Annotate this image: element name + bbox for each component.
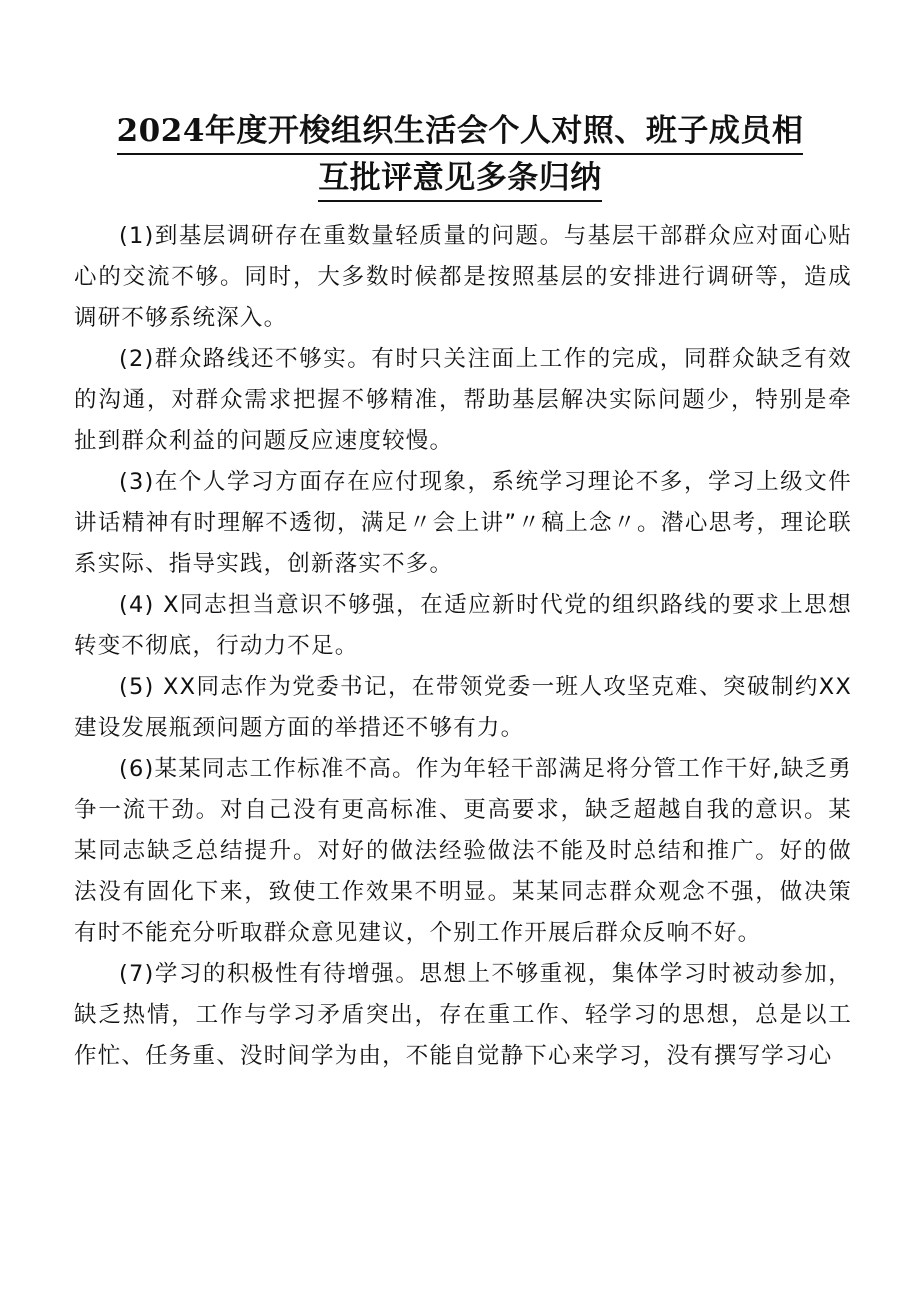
paragraph-3: (3)在个人学习方面存在应付现象，系统学习理论不多，学习上级文件讲话精神有时理解不透彻，满足〃会上讲”〃稿上念〃。潜心思考，理论联系实际、指导实践，创新落实不多。 bbox=[74, 469, 852, 577]
document-body bbox=[74, 216, 852, 1077]
title-line-2: 互批评意见多条归纳 bbox=[318, 157, 602, 202]
paragraph-1: (1)到基层调研存在重数量轻质量的问题。与基层干部群众应对面心贴心的交流不够。同时，大多数时候都是按照基层的安排进行调研等，造成调研不够系统深入。 bbox=[74, 223, 852, 331]
paragraph-7: (7)学习的积极性有待增强。思想上不够重视，集体学习时被动参加，缺乏热情，工作与学习矛盾突出，存在重工作、轻学习的思想，总是以工作忙、任务重、没时间学为由，不能自觉静下心来学习，没有撰写学习心 bbox=[74, 961, 852, 1069]
document-title bbox=[60, 108, 860, 202]
paragraph-2: (2)群众路线还不够实。有时只关注面上工作的完成，同群众缺乏有效的沟通，对群众需求把握不够精准，帮助基层解决实际问题少，特别是牵扯到群众利益的问题反应速度较慢。 bbox=[74, 346, 852, 454]
title-line-1: 2024年度开梭组织生活会个人对照、班子成员相 bbox=[117, 110, 804, 155]
paragraph-4: (4) X同志担当意识不够强，在适应新时代党的组织路线的要求上思想转变不彻底，行动力不足。 bbox=[74, 592, 852, 659]
paragraph-5: (5) XX同志作为党委书记，在带领党委一班人攻坚克难、突破制约XX建设发展瓶颈问题方面的举措还不够有力。 bbox=[74, 674, 852, 741]
paragraph-6: (6)某某同志工作标准不高。作为年轻干部满足将分管工作干好,缺乏勇争一流干劲。对自己没有更高标准、更高要求，缺乏超越自我的意识。某某同志缺乏总结提升。对好的做法经验做法不能及时总结和推广。好的做法没有固化下来，致使工作效果不明显。某某同志群众观念不强，做决策有时不能充分听取群众意见建议，个别工作开展后群众反响不好。 bbox=[74, 756, 852, 946]
